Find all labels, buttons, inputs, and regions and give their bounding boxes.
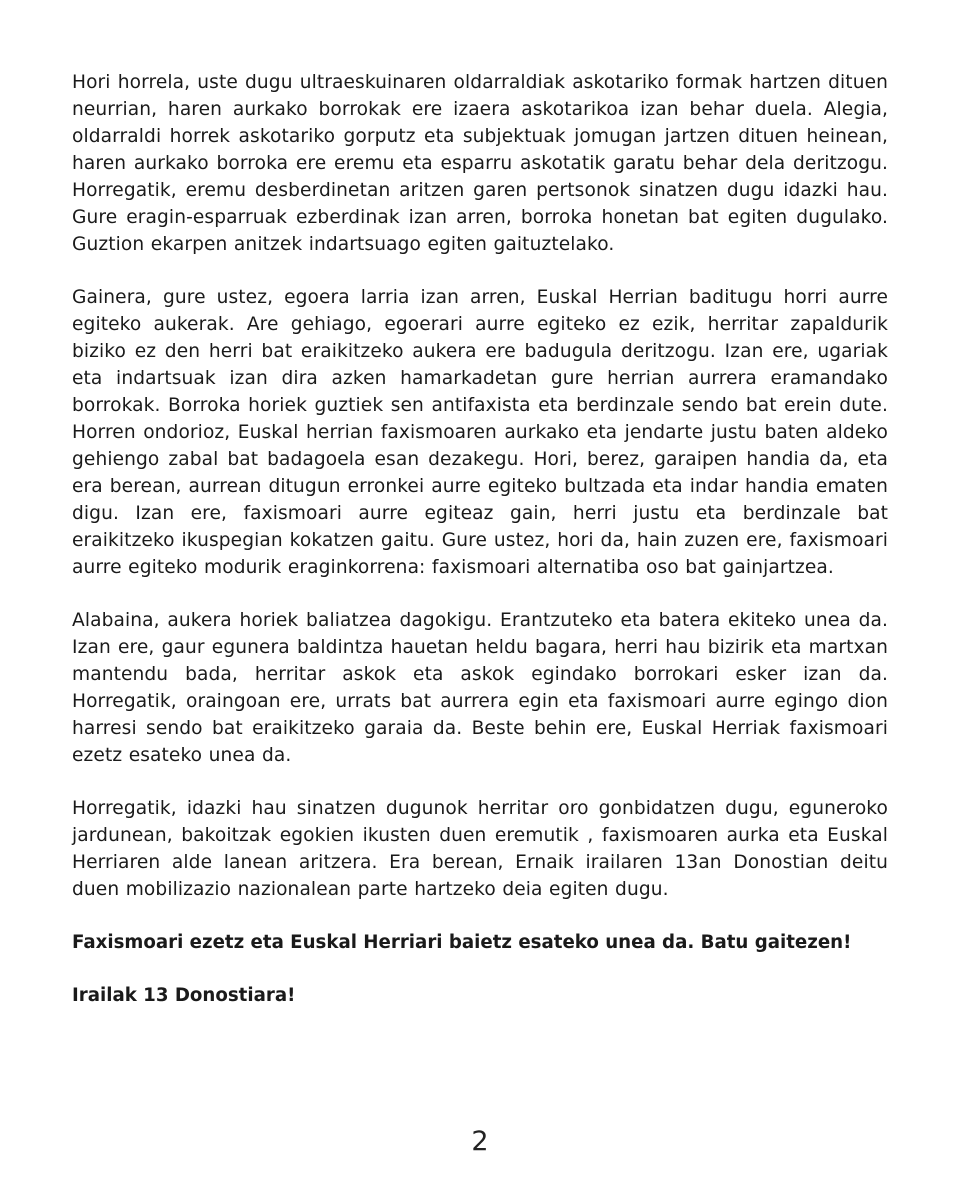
call-to-action: Irailak 13 Donostiara! (72, 985, 296, 1006)
paragraph-1: Hori horrela, uste dugu ultraeskuinaren oldarraldiak askotariko formak hartzen dituen neurrian, haren aurkako borrokak ere izaera askotarikoa izan behar duela. Alegia, oldarraldi horrek askotariko gorputz eta subjektuak jomugan jartzen dituen heinean, haren aurkako borroka ere eremu eta esparru askotatik garatu behar dela deritzogu. Horregatik, eremu desberdinetan aritzen garen pertsonok sinatzen dugu idazki hau. Gure eragin-esparruak ezberdinak izan arren, borroka honetan bat egiten dugulako. Guztion ekarpen anitzek indartsuago egiten gaituztelako. (72, 72, 888, 255)
slogan-text: Faxismoari ezetz eta Euskal Herriari baietz esateko unea da. Batu gaitezen! (72, 932, 852, 953)
page-number: 2 (471, 1126, 489, 1157)
paragraph-3: Alabaina, aukera horiek baliatzea dagokigu. Erantzuteko eta batera ekiteko unea da. Izan ere, gaur egunera baldintza hauetan heldu bagara, herri hau bizirik eta martxan mantendu bada, herritar askok eta askok egindako borrokari esker izan da. Horregatik, oraingoan ere, urrats bat aurrera egin eta faxismoari aurre egingo dion harresi sendo bat eraikitzeko garaia da. Beste behin ere, Euskal Herriak faxismoari ezetz esateko unea da. (72, 610, 888, 766)
paragraph-2: Gainera, gure ustez, egoera larria izan arren, Euskal Herrian baditugu horri aurre egiteko aukerak. Are gehiago, egoerari aurre egiteko ez ezik, herritar zapaldurik biziko ez den herri bat eraikitzeko aukera ere badugula deritzogu. Izan ere, ugariak eta indartsuak izan dira azken hamarkadetan gure herrian aurrera eramandako borrokak. Borroka horiek guztiek sen antifaxista eta berdinzale sendo bat erein dute. Horren ondorioz, Euskal herrian faxismoaren aurkako eta jendarte justu baten aldeko gehiengo zabal bat badagoela esan dezakegu. Hori, berez, garaipen handia da, eta era berean, aurrean ditugun erronkei aurre egiteko bultzada eta indar handia ematen digu. Izan ere, faxismoari aurre egiteaz gain, herri justu eta berdinzale bat eraikitzeko ikuspegian kokatzen gaitu. Gure ustez, hori da, hain zuzen ere, faxismoari aurre egiteko modurik eraginkorrena: faxismoari alternatiba oso bat gainjartzea. (72, 287, 888, 578)
document-body (72, 69, 888, 1035)
paragraph-4: Horregatik, idazki hau sinatzen dugunok herritar oro gonbidatzen dugu, eguneroko jardunean, bakoitzak egokien ikusten duen eremutik , faxismoaren aurka eta Euskal Herriaren alde lanean aritzera. Era berean, Ernaik irailaren 13an Donostian deitu duen mobilizazio nazionalean parte hartzeko deia egiten dugu. (72, 798, 888, 900)
